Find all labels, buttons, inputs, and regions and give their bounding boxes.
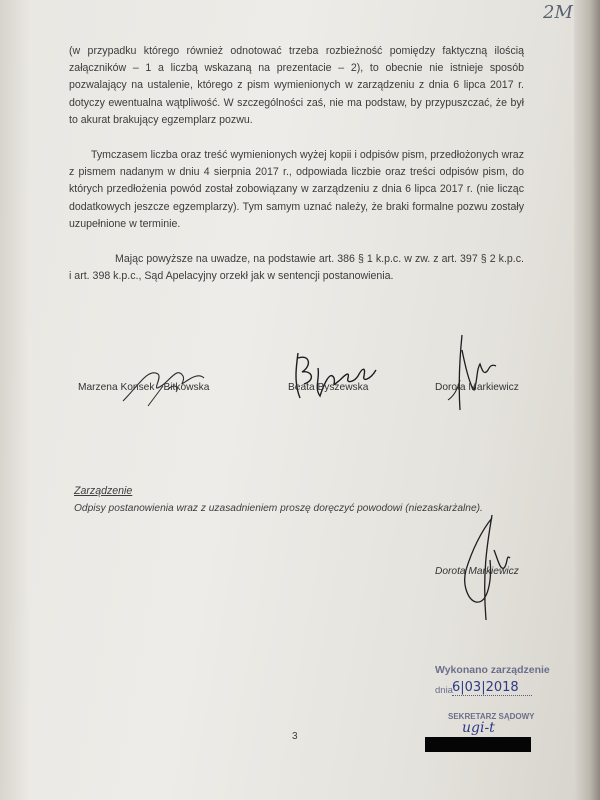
stamp-date-value: 6|03|2018 (452, 680, 532, 696)
paragraph-2 (69, 147, 524, 233)
stamp-date-label: dnia (435, 685, 453, 696)
order-heading: Zarządzenie (74, 485, 133, 497)
signature-name-2: Beata Byszewska (288, 382, 369, 393)
paragraph-2-text: Tymczasem liczba oraz treść wymienionych wyżej kopii i odpisów pism, przedłożonych wraz z pismem nadanym w dniu 4 sierpnia 2017 r., odpowiada liczbie oraz treści odpisów pism, do których przedłożenia powód został zobowiązany w zarządzeniu z dnia 6 lipca 2017 r. (nie licząc dodatkowych jeszcze egzemplarzy). Tym samym uznać należy, że braki formalne pozwu zostały uzupełnione w terminie. (69, 149, 524, 230)
binding-shadow (0, 0, 30, 800)
redaction-bar (425, 737, 531, 752)
page-edge (574, 0, 600, 800)
stamp-secretary: SEKRETARZ SĄDOWY (448, 712, 535, 721)
signature-name-1: Marzena Konsek - Bitkowska (78, 382, 210, 393)
signature-3-icon (440, 330, 500, 420)
stamp-initials: ugi-t (462, 720, 495, 736)
signature-2-icon (290, 348, 385, 408)
order-text: Odpisy postanowienia wraz z uzasadnieniem proszę doręczyć powodowi (niezaskarżalne). (74, 503, 483, 514)
stamp-title: Wykonano zarządzenie (435, 664, 550, 676)
paragraph-3-text: Mając powyższe na uwadze, na podstawie art. 386 § 1 k.p.c. w zw. z art. 397 § 2 k.p.c. i art. 398 k.p.c., Sąd Apelacyjny orzekł jak w sentencji postanowienia. (69, 253, 524, 283)
paragraph-1-text: (w przypadku którego również odnotować trzeba rozbieżność pomiędzy faktyczną ilością załączników – 1 a liczbą wskazaną na prezentacie – 2), to obecnie nie istnieje sposób pozwalający na ustalenie, którego z pism wymienionych w zarządzeniu z dnia 6 lipca 2017 r. dotyczy ewentualna wątpliwość. W szczególności zaś, nie ma podstaw, by przypuszczać, że był to akurat brakujący egzemplarz pozwu. (69, 45, 524, 126)
paragraph-3 (69, 251, 524, 285)
order-signer-name: Dorota Markiewicz (435, 566, 519, 577)
signature-name-3: Dorota Markiewicz (435, 382, 519, 393)
paragraph-1 (69, 43, 524, 129)
corner-handwritten-mark: 2M (543, 2, 573, 23)
page-number: 3 (292, 731, 298, 742)
